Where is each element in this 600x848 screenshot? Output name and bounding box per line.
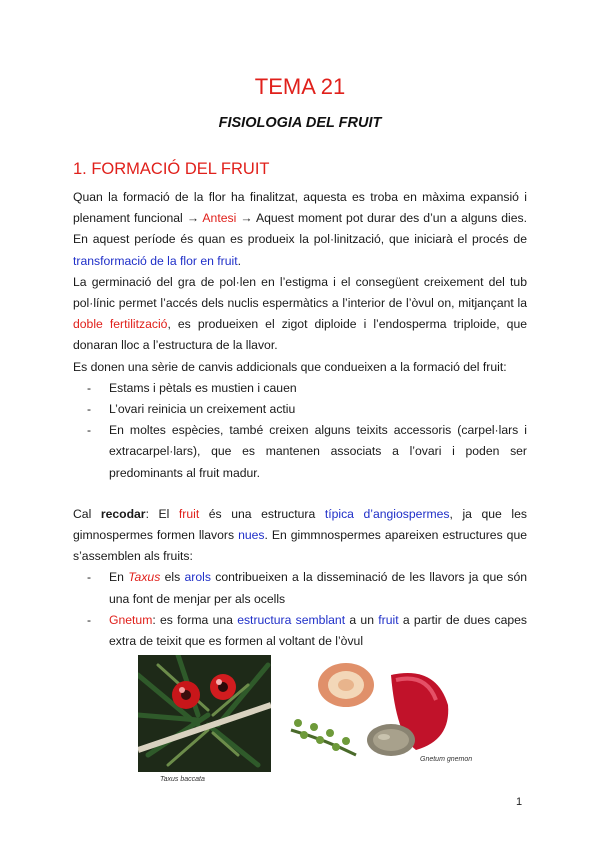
paragraph-germinacio (73, 272, 527, 357)
text-run: a un (345, 612, 379, 627)
term-estructura-semblant: estructura semblant (237, 612, 346, 627)
list-item: - L’ovari reinicia un creixement actiu (109, 399, 527, 420)
term-transformacio: transformació de la flor en fruit (73, 253, 238, 268)
list-item: - Estams i pètals es mustien i cauen (109, 378, 527, 399)
text-run: a partir de dues capes extra de teixit que es formen al voltant de l’òvul (109, 612, 527, 649)
section-body (73, 187, 527, 652)
page-subtitle: FISIOLOGIA DEL FRUIT (218, 115, 382, 131)
text-run: : El (145, 506, 179, 521)
caption-taxus-baccata: Taxus baccata (160, 776, 205, 783)
spacer (73, 484, 527, 504)
page-title: TEMA 21 (254, 74, 346, 99)
list-canvis (73, 378, 527, 484)
text-run: En (109, 570, 129, 585)
text-run: contribueixen a la disseminació de les llavors ja que són una font de menjar per als ocells (109, 570, 528, 606)
term-antesi: Antesi (202, 211, 237, 226)
list-item-taxus (109, 567, 527, 609)
text-run: Quan la formació de la flor ha finalitzat, aquesta es troba en màxima expansió i plenament funcional → (73, 190, 527, 226)
list-gimnospermes (73, 567, 527, 652)
text-run: . (237, 253, 241, 268)
taxus-baccata-image (138, 655, 271, 772)
paragraph-antesi (73, 187, 527, 272)
term-nues: nues (238, 528, 265, 543)
list-item-gnetum (109, 610, 527, 652)
term-fruit: fruit (378, 612, 399, 627)
text-run: els (160, 570, 185, 585)
text-run: Cal (73, 506, 101, 521)
caption-gnetum-gnemon: Gnetum gnemon (420, 756, 473, 763)
list-item: - En moltes espècies, també creixen alguns teixits accessoris (carpel·lars i extracarpel·lars), que es mantenen associats a l’ovari i poden ser predominants al fruit madur. (109, 420, 527, 484)
text-run: . En gimmnospermes apareixen estructures que s’assemblen als fruits: (73, 528, 527, 564)
page-number: 1 (516, 796, 523, 808)
text-run: , ja que les gimnospermes formen llavors (73, 506, 527, 543)
paragraph-recordar (73, 504, 527, 568)
term-gnetum: Gnetum (109, 612, 153, 627)
section-heading: 1. FORMACIÓ DEL FRUIT (73, 160, 270, 178)
term-taxus: Taxus (128, 570, 161, 585)
term-doble-fertilitzacio: doble fertilització (73, 317, 168, 332)
term-recodar: recodar (100, 506, 146, 521)
term-arols: arols (184, 570, 211, 585)
text-run: → Aquest moment pot durar des d’un a alguns dies. En aquest període és quan es produeix la pol·linització, que iniciarà el procés de (73, 211, 527, 247)
text-run: La germinació del gra de pol·len en l’estigma i el consegüent creixement del tub pol·línic permet l’accés dels nuclis espermàtics a l’interior de l’òvul on, mitjançant la (73, 274, 527, 311)
term-fruit: fruit (178, 506, 200, 521)
text-run: és una estructura (199, 506, 325, 521)
text-run: : es forma una (152, 612, 238, 627)
text-run: , es produeixen el zigot diploide i l’endosperma triploide, que donaran lloc a l’estructura de la llavor. (73, 317, 528, 353)
term-tipica-angiospermes: típica d’angiospermes (324, 506, 450, 521)
figures-row (0, 655, 600, 785)
paragraph-canvis: Es donen una sèrie de canvis addicionals que condueixen a la formació del fruit: (73, 359, 507, 374)
